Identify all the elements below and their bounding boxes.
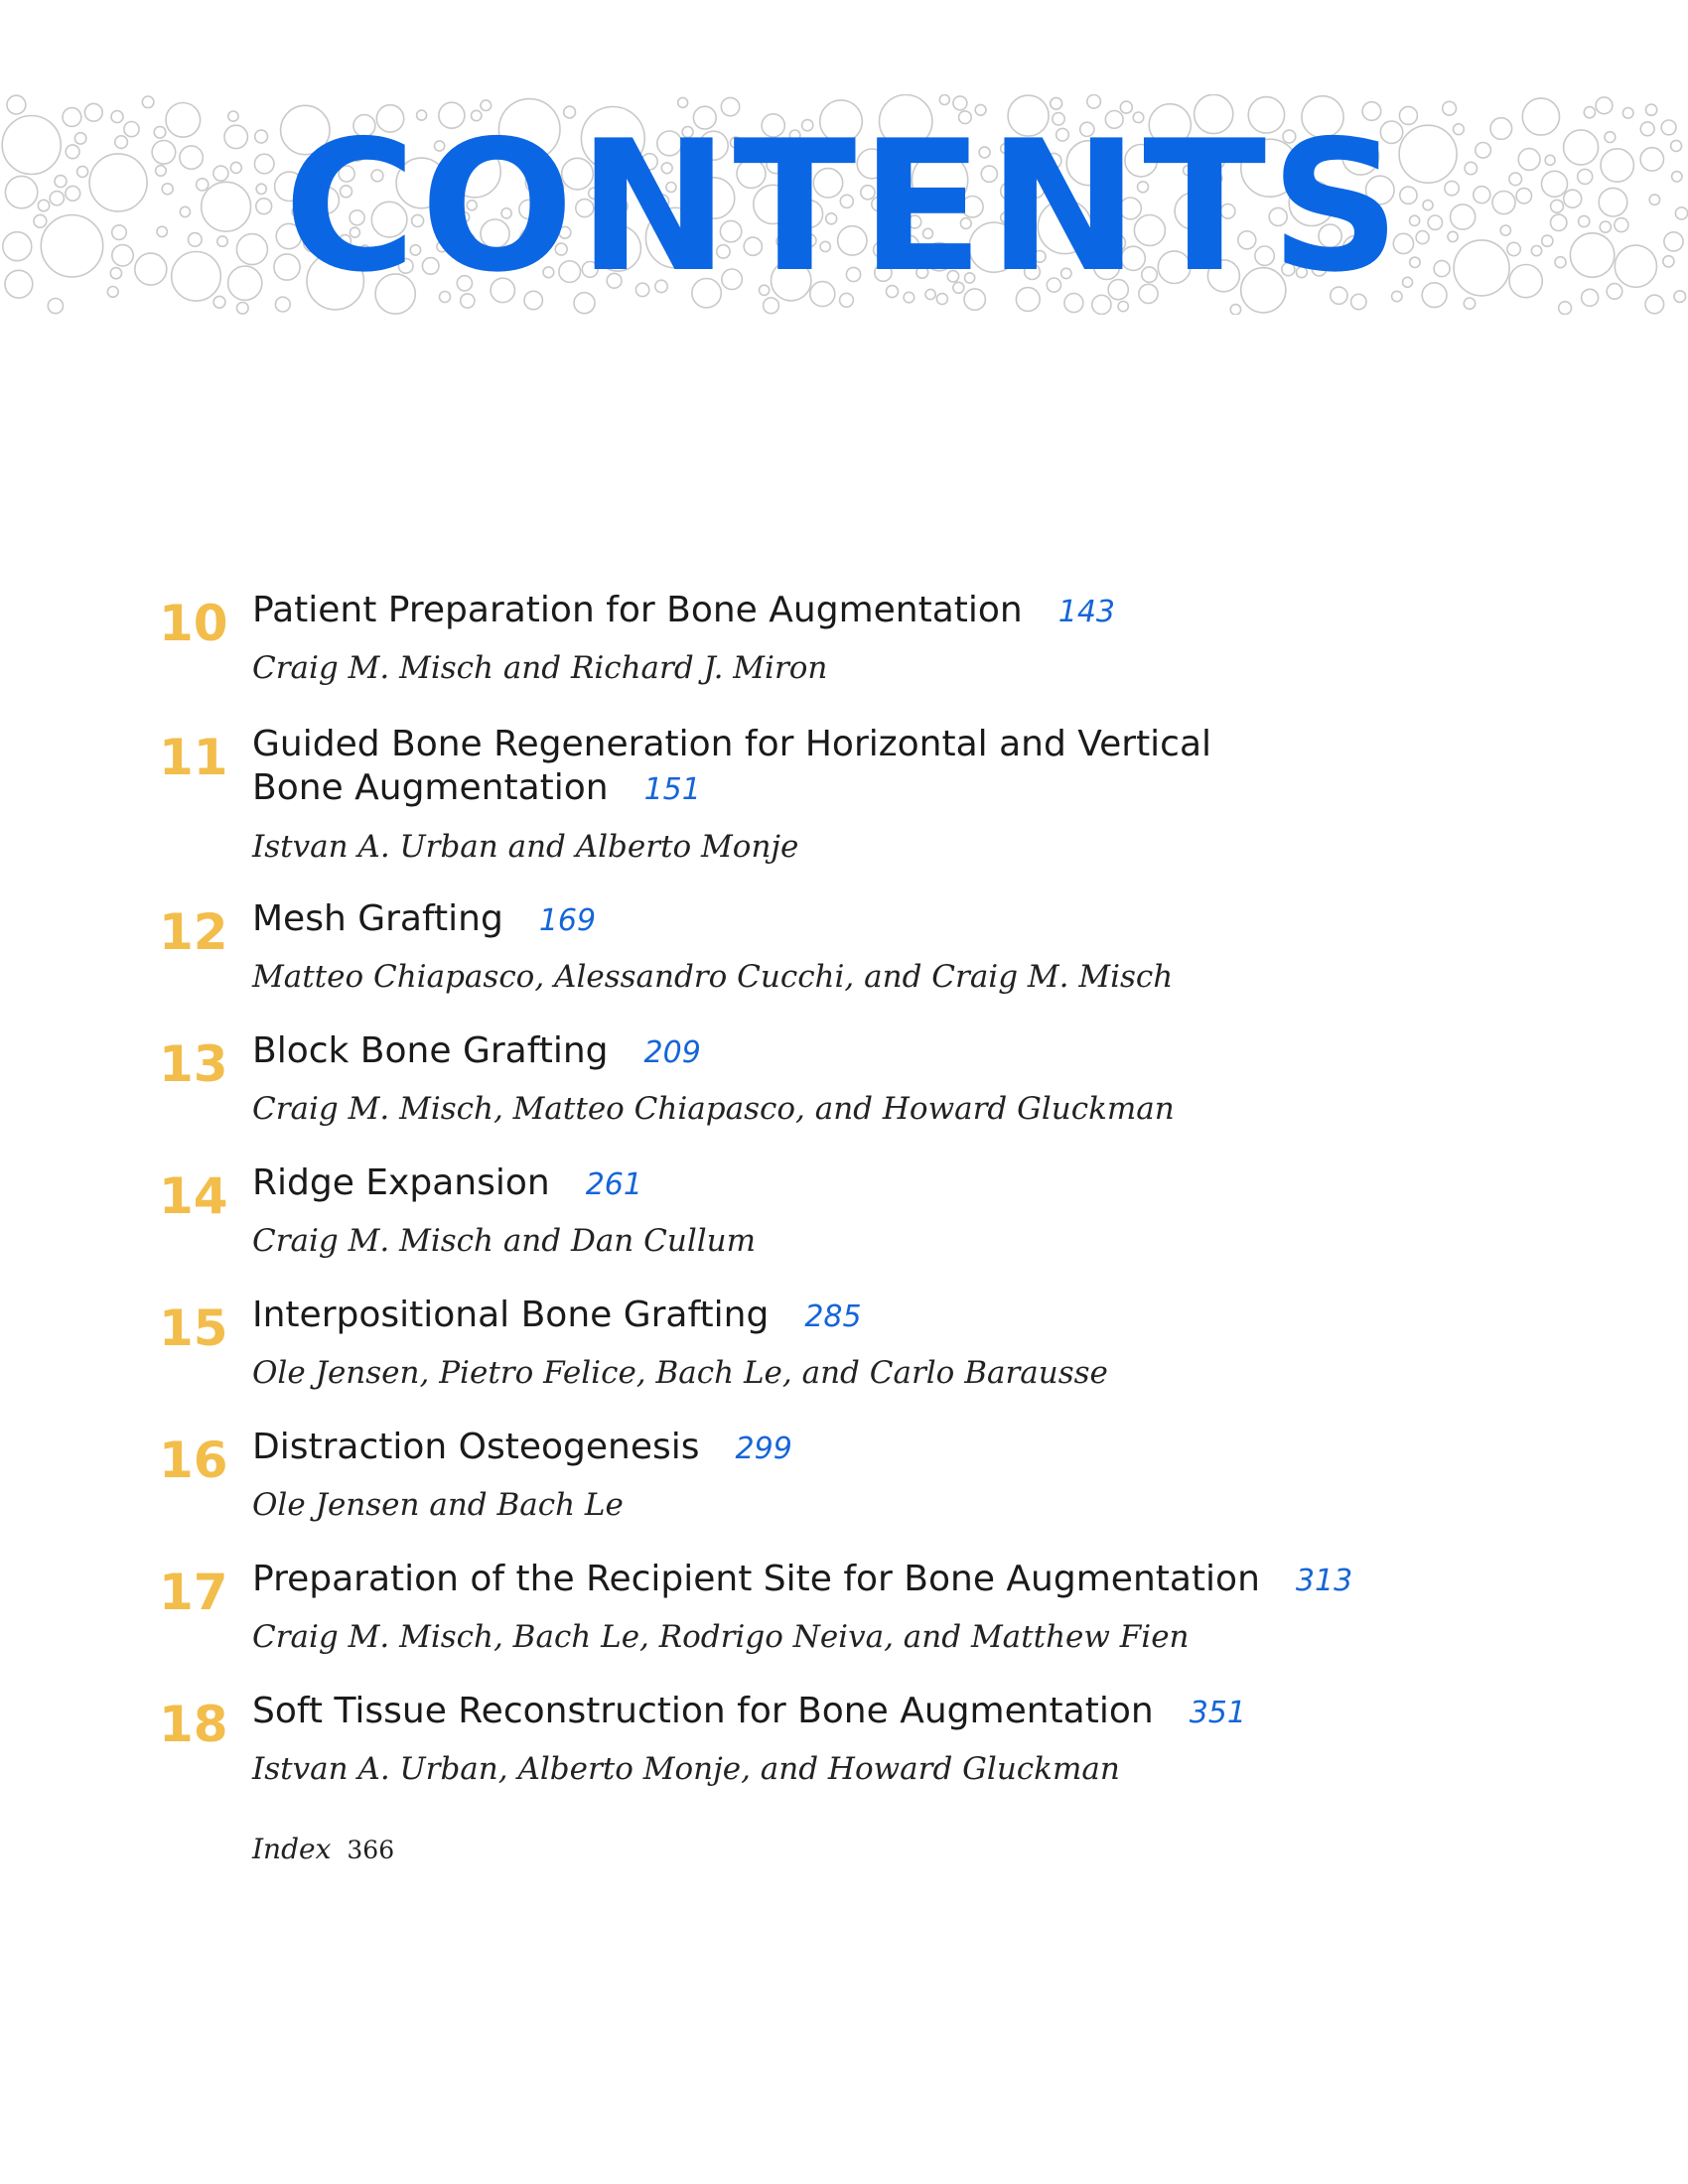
chapter-title: Patient Preparation for Bone Augmentation [252, 590, 1023, 630]
chapter-number: 18 [159, 1696, 228, 1753]
pattern-bubble [1559, 302, 1572, 315]
page-title: CONTENTS [283, 101, 1405, 312]
chapter-page-number[interactable]: 313 [1295, 1564, 1353, 1598]
chapter-title-line [252, 1294, 1394, 1339]
chapter-title-line [252, 1029, 1394, 1075]
chapter-authors: Ole Jensen and Bach Le [252, 1487, 624, 1523]
pattern-bubble [1443, 101, 1457, 115]
index-page-number[interactable]: 366 [347, 1836, 395, 1864]
chapter-title-line [252, 897, 1394, 943]
chapter-page-number[interactable]: 209 [643, 1035, 701, 1070]
chapter-title: Guided Bone Regeneration for Horizontal and Vertical Bone Augmentation [252, 724, 1212, 808]
index-entry[interactable] [252, 1833, 394, 1865]
chapter-authors: Craig M. Misch, Matteo Chiapasco, and Howard Gluckman [252, 1091, 1175, 1127]
chapter-page-number[interactable]: 143 [1057, 595, 1116, 629]
chapter-page-number[interactable]: 351 [1189, 1696, 1246, 1730]
pattern-bubble [237, 303, 249, 315]
chapter-title-line [252, 723, 1295, 812]
chapter-number: 15 [159, 1299, 228, 1357]
chapter-title: Interpositional Bone Grafting [252, 1295, 770, 1335]
chapter-page-number[interactable]: 285 [804, 1299, 862, 1334]
chapter-page-number[interactable]: 169 [538, 903, 597, 938]
pattern-bubble [7, 95, 26, 114]
chapter-authors: Istvan A. Urban and Alberto Monje [252, 829, 799, 865]
chapter-title: Ridge Expansion [252, 1162, 550, 1203]
chapter-number: 11 [159, 729, 228, 786]
chapter-number: 17 [159, 1564, 228, 1621]
chapter-title: Preparation of the Recipient Site for Bone Augmentation [252, 1559, 1260, 1599]
pattern-bubble [48, 299, 63, 314]
chapter-authors: Craig M. Misch, Bach Le, Rodrigo Neiva, and Matthew Fien [252, 1619, 1190, 1655]
chapter-authors: Istvan A. Urban, Alberto Monje, and Howard Gluckman [252, 1751, 1120, 1787]
chapter-number: 12 [159, 903, 228, 961]
chapter-authors: Craig M. Misch and Richard J. Miron [252, 650, 828, 686]
chapter-title-line [252, 1690, 1394, 1735]
chapter-title-line [252, 589, 1394, 634]
chapter-title: Mesh Grafting [252, 898, 503, 939]
pattern-bubble [1464, 298, 1475, 309]
chapter-number: 13 [159, 1035, 228, 1093]
chapter-title-line [252, 1558, 1394, 1603]
pattern-bubble [1646, 104, 1657, 115]
chapter-title-line [252, 1161, 1394, 1207]
pattern-bubble [1645, 295, 1664, 314]
chapter-number: 14 [159, 1167, 228, 1225]
chapter-page-number[interactable]: 261 [585, 1167, 642, 1202]
pattern-bubble [1596, 97, 1613, 114]
pattern-bubble [213, 296, 225, 308]
chapter-title: Block Bone Grafting [252, 1030, 609, 1071]
chapter-authors: Ole Jensen, Pietro Felice, Bach Le, and Carlo Barausse [252, 1355, 1108, 1391]
pattern-bubble [142, 96, 154, 108]
index-label: Index [252, 1833, 332, 1865]
chapter-authors: Craig M. Misch and Dan Cullum [252, 1223, 757, 1259]
chapter-page-number[interactable]: 151 [643, 772, 701, 807]
chapter-title: Distraction Osteogenesis [252, 1427, 700, 1467]
chapter-number: 16 [159, 1432, 228, 1489]
chapter-title-line [252, 1426, 1394, 1471]
chapter-number: 10 [159, 595, 228, 652]
chapter-authors: Matteo Chiapasco, Alessandro Cucchi, and Craig M. Misch [252, 959, 1174, 995]
chapter-page-number[interactable]: 299 [735, 1432, 792, 1466]
chapter-title: Soft Tissue Reconstruction for Bone Augmentation [252, 1691, 1154, 1731]
